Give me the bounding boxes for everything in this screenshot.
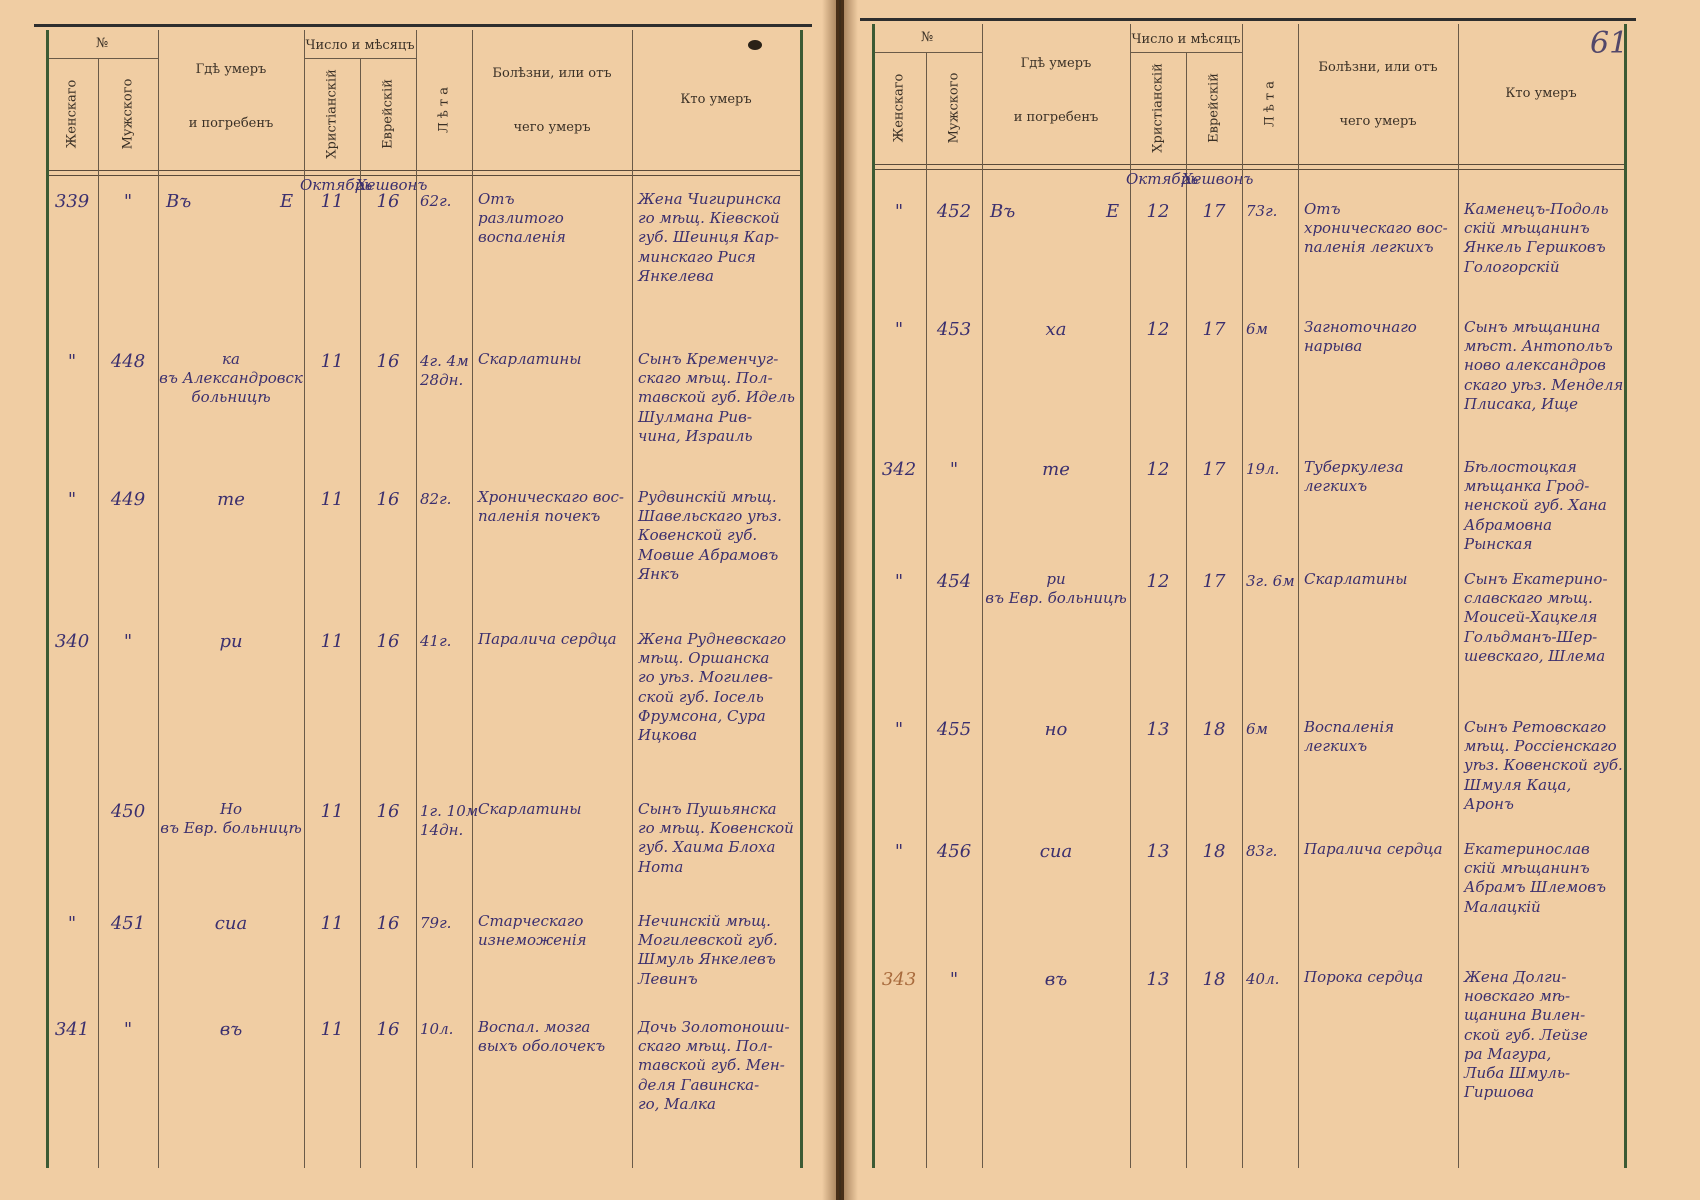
- entry-disease: Скарлатины: [478, 350, 582, 368]
- entry-christian-date: 11: [320, 801, 344, 822]
- entry-age: 19л.: [1246, 460, 1280, 478]
- entry-age: 79г.: [420, 914, 452, 932]
- entry-male-number: 456: [936, 841, 972, 862]
- entry-who: Сынъ мѣщанина мѣст. Антопольъ ново александров скаго уѣз. Менделя Плисака, Ище: [1464, 318, 1624, 413]
- entry-age: 73г.: [1246, 202, 1278, 220]
- column-rule: [632, 30, 633, 1168]
- header-christian: Христіанскій: [324, 69, 340, 159]
- entry-female-number: ": [894, 719, 904, 740]
- entry-christian-date: 13: [1146, 841, 1170, 862]
- entry-male-number: 452: [936, 201, 972, 222]
- entry-where: но: [1044, 719, 1068, 740]
- entry-female-number: 343: [881, 969, 917, 990]
- entry-female-number: ": [67, 913, 77, 934]
- column-rule: [800, 30, 803, 1168]
- header-jewish: Еврейскій: [1206, 73, 1222, 143]
- column-rule: [158, 30, 159, 1168]
- column-rule: [1298, 24, 1299, 1168]
- binding-hole: [748, 40, 762, 50]
- entry-christian-date: 11: [320, 191, 344, 212]
- column-rule: [872, 24, 875, 1168]
- entry-jewish-date: 18: [1202, 719, 1226, 740]
- header-disease-line2: чего умеръ: [1339, 114, 1417, 129]
- entry-disease: Паралича сердца: [1304, 840, 1443, 858]
- entry-disease: Воспаленія легкихъ: [1304, 718, 1395, 756]
- header-female: Женскаго: [64, 79, 80, 149]
- book-gutter: [822, 0, 858, 1200]
- entry-disease: Порока сердца: [1304, 968, 1424, 986]
- header-who: Кто умеръ: [1505, 86, 1577, 101]
- entry-where: те: [217, 489, 245, 510]
- entry-age: 10л.: [420, 1020, 454, 1038]
- entry-where: сиа: [214, 913, 248, 934]
- entry-female-number: 340: [54, 631, 90, 652]
- entry-christian-date: 12: [1146, 571, 1170, 592]
- entry-age: 41г.: [420, 632, 452, 650]
- header-group-rule: [872, 52, 982, 53]
- header-number: №: [920, 30, 934, 45]
- entry-who: Жена Чигиринска го мѣщ. Кіевской губ. Шеинця Кар- минскаго Рися Янкелева: [638, 190, 782, 285]
- entry-male-number: 453: [936, 319, 972, 340]
- entry-where: ри въ Евр. больницѣ: [985, 570, 1127, 608]
- entry-male-number: 449: [110, 489, 146, 510]
- month-christian: Октябрь: [1126, 170, 1199, 188]
- entry-age: 62г.: [420, 192, 452, 210]
- entry-male-number: 450: [110, 801, 146, 822]
- entry-jewish-date: 16: [376, 191, 400, 212]
- entry-age: 83г.: [1246, 842, 1278, 860]
- entry-male-number: ": [949, 459, 959, 480]
- right-page: [844, 0, 1700, 1200]
- entry-who: Каменецъ-Подоль скій мѣщанинъ Янкель Гершковъ Гологорскій: [1464, 200, 1609, 276]
- entry-who: Жена Рудневскаго мѣщ. Оршанска го уѣз. Могилев- ской губ. Іосель Фрумсона, Сура Ицкова: [638, 630, 787, 744]
- entry-female-number: ": [894, 571, 904, 592]
- entry-female-number: ": [67, 351, 77, 372]
- entry-who: Жена Долги- новскаго мѣ- щанина Вилен- ской губ. Лейзе ра Магура, Либа Шмуль- Гиршова: [1464, 968, 1588, 1102]
- entry-who: Рудвинскій мѣщ. Шавельскаго уѣз. Ковенской губ. Мовше Абрамовъ Янкъ: [638, 488, 782, 583]
- entry-jewish-date: 16: [376, 489, 400, 510]
- column-rule: [98, 58, 99, 1168]
- entry-christian-date: 11: [320, 351, 344, 372]
- where-suffix: Е: [280, 191, 294, 212]
- entry-disease: Отъ разлитого воспаленія: [478, 190, 566, 247]
- entry-female-number: 342: [881, 459, 917, 480]
- entry-christian-date: 11: [320, 1019, 344, 1040]
- entry-where: ка въ Александровск больницѣ: [159, 350, 303, 407]
- header-jewish: Еврейскій: [380, 79, 396, 149]
- top-rule: [34, 24, 812, 27]
- entry-jewish-date: 18: [1202, 969, 1226, 990]
- entry-christian-date: 12: [1146, 319, 1170, 340]
- entry-male-number: ": [123, 191, 133, 212]
- header-where-line1: Гдѣ умеръ: [1020, 56, 1092, 71]
- entry-age: 82г.: [420, 490, 452, 508]
- entry-female-number: 339: [54, 191, 90, 212]
- where-prefix: Въ: [166, 191, 192, 212]
- entry-christian-date: 13: [1146, 719, 1170, 740]
- entry-christian-date: 11: [320, 489, 344, 510]
- header-number: №: [95, 36, 109, 51]
- entry-female-number: ": [894, 201, 904, 222]
- entry-who: Сынъ Ретовскаго мѣщ. Россіенскаго уѣз. Ковенской губ. Шмуля Каца, Аронъ: [1464, 718, 1623, 813]
- entry-jewish-date: 17: [1202, 571, 1226, 592]
- entry-christian-date: 11: [320, 913, 344, 934]
- entry-female-number: ": [894, 841, 904, 862]
- entry-male-number: 455: [936, 719, 972, 740]
- header-disease-line1: Болѣзни, или отъ: [1318, 60, 1438, 75]
- header-female: Женскаго: [891, 73, 907, 143]
- top-rule: [860, 18, 1636, 21]
- entry-jewish-date: 16: [376, 1019, 400, 1040]
- entry-where: ри: [219, 631, 243, 652]
- header-where-line2: и погребенъ: [188, 116, 274, 131]
- entry-jewish-date: 18: [1202, 841, 1226, 862]
- entry-disease: Загноточнаго нарыва: [1304, 318, 1417, 356]
- header-where-line2: и погребенъ: [1013, 110, 1099, 125]
- entry-where: въ: [219, 1019, 243, 1040]
- entry-christian-date: 11: [320, 631, 344, 652]
- entry-disease: Скарлатины: [1304, 570, 1408, 588]
- header-christian: Христіанскій: [1150, 63, 1166, 153]
- entry-who: Сынъ Кременчуг- скаго мѣщ. Пол- тавской губ. Идель Шулмана Рив- чина, Израиль: [638, 350, 795, 445]
- entry-where: те: [1042, 459, 1070, 480]
- entry-female-number: ": [894, 319, 904, 340]
- entry-who: Бѣлостоцкая мѣщанка Грод- ненской губ. Хана Абрамовна Рынская: [1464, 458, 1607, 553]
- where-prefix: Въ: [990, 201, 1016, 222]
- entry-jewish-date: 16: [376, 913, 400, 934]
- entry-male-number: ": [123, 631, 133, 652]
- header-disease-line1: Болѣзни, или отъ: [492, 66, 612, 81]
- entry-male-number: 451: [110, 913, 146, 934]
- entry-age: 3г. 6м: [1246, 572, 1295, 590]
- entry-male-number: 448: [110, 351, 146, 372]
- header-disease-line2: чего умеръ: [513, 120, 591, 135]
- header-group-rule: [46, 58, 158, 59]
- month-jewish: Хешвонъ: [356, 176, 428, 194]
- month-jewish: Хешвонъ: [1182, 170, 1254, 188]
- where-suffix: Е: [1106, 201, 1120, 222]
- header-date-group: Число и мѣсяцъ: [1131, 32, 1241, 47]
- page-number: 61: [1590, 26, 1629, 61]
- entry-disease: Хроническаго вос- паленія почекъ: [478, 488, 624, 526]
- entry-who: Сынъ Екатерино- славскаго мѣщ. Моисей-Хацкеля Гольдманъ-Шер- шевскаго, Шлема: [1464, 570, 1608, 665]
- entry-where: въ: [1044, 969, 1068, 990]
- column-rule: [1242, 24, 1243, 1168]
- entry-christian-date: 13: [1146, 969, 1170, 990]
- entry-who: Екатеринослав скій мѣщанинъ Абрамъ Шлемовъ Малацкій: [1464, 840, 1607, 916]
- column-rule: [360, 58, 361, 1168]
- entry-male-number: ": [123, 1019, 133, 1040]
- entry-who: Сынъ Пушьянска го мѣщ. Ковенской губ. Хаима Блоха Нота: [638, 800, 794, 876]
- header-where-line1: Гдѣ умеръ: [195, 62, 267, 77]
- entry-disease: Скарлатины: [478, 800, 582, 818]
- entry-female-number: ": [67, 489, 77, 510]
- header-age: Л ѣ т а: [1262, 80, 1278, 128]
- entry-who: Дочь Золотоноши- скаго мѣщ. Пол- тавской губ. Мен- деля Гавинска- го, Малка: [638, 1018, 790, 1113]
- entry-age: 6м: [1246, 320, 1268, 338]
- entry-jewish-date: 16: [376, 801, 400, 822]
- entry-where: ха: [1045, 319, 1067, 340]
- entry-where: Но въ Евр. больницѣ: [160, 800, 302, 838]
- entry-male-number: ": [949, 969, 959, 990]
- header-age: Л ѣ т а: [436, 86, 452, 134]
- entry-jewish-date: 16: [376, 351, 400, 372]
- entry-disease: Воспал. мозга выхъ оболочекъ: [478, 1018, 606, 1056]
- entry-christian-date: 12: [1146, 201, 1170, 222]
- header-who: Кто умеръ: [680, 92, 752, 107]
- entry-jewish-date: 16: [376, 631, 400, 652]
- left-page: [0, 0, 836, 1200]
- entry-who: Нечинскій мѣщ. Могилевской губ. Шмуль Янкелевъ Левинъ: [638, 912, 778, 988]
- header-male: Мужского: [946, 72, 962, 144]
- entry-disease: Старческаго изнеможенія: [478, 912, 587, 950]
- column-rule: [1624, 24, 1627, 1168]
- entry-disease: Паралича сердца: [478, 630, 617, 648]
- header-date-group: Число и мѣсяцъ: [305, 38, 415, 53]
- entry-disease: Отъ хроническаго вос- паленія легкихъ: [1304, 200, 1448, 257]
- entry-age: 6м: [1246, 720, 1268, 738]
- entry-where: сиа: [1039, 841, 1073, 862]
- entry-jewish-date: 17: [1202, 319, 1226, 340]
- entry-female-number: 341: [54, 1019, 90, 1040]
- month-christian: Октябрь: [300, 176, 373, 194]
- header-male: Мужского: [120, 78, 136, 150]
- entry-male-number: 454: [936, 571, 972, 592]
- entry-disease: Туберкулеза легкихъ: [1304, 458, 1404, 496]
- entry-age: 1г. 10м 14дн.: [420, 802, 479, 840]
- column-rule: [416, 30, 417, 1168]
- entry-jewish-date: 17: [1202, 201, 1226, 222]
- entry-age: 40л.: [1246, 970, 1280, 988]
- entry-jewish-date: 17: [1202, 459, 1226, 480]
- entry-age: 4г. 4м 28дн.: [420, 352, 469, 390]
- entry-christian-date: 12: [1146, 459, 1170, 480]
- column-rule: [1458, 24, 1459, 1168]
